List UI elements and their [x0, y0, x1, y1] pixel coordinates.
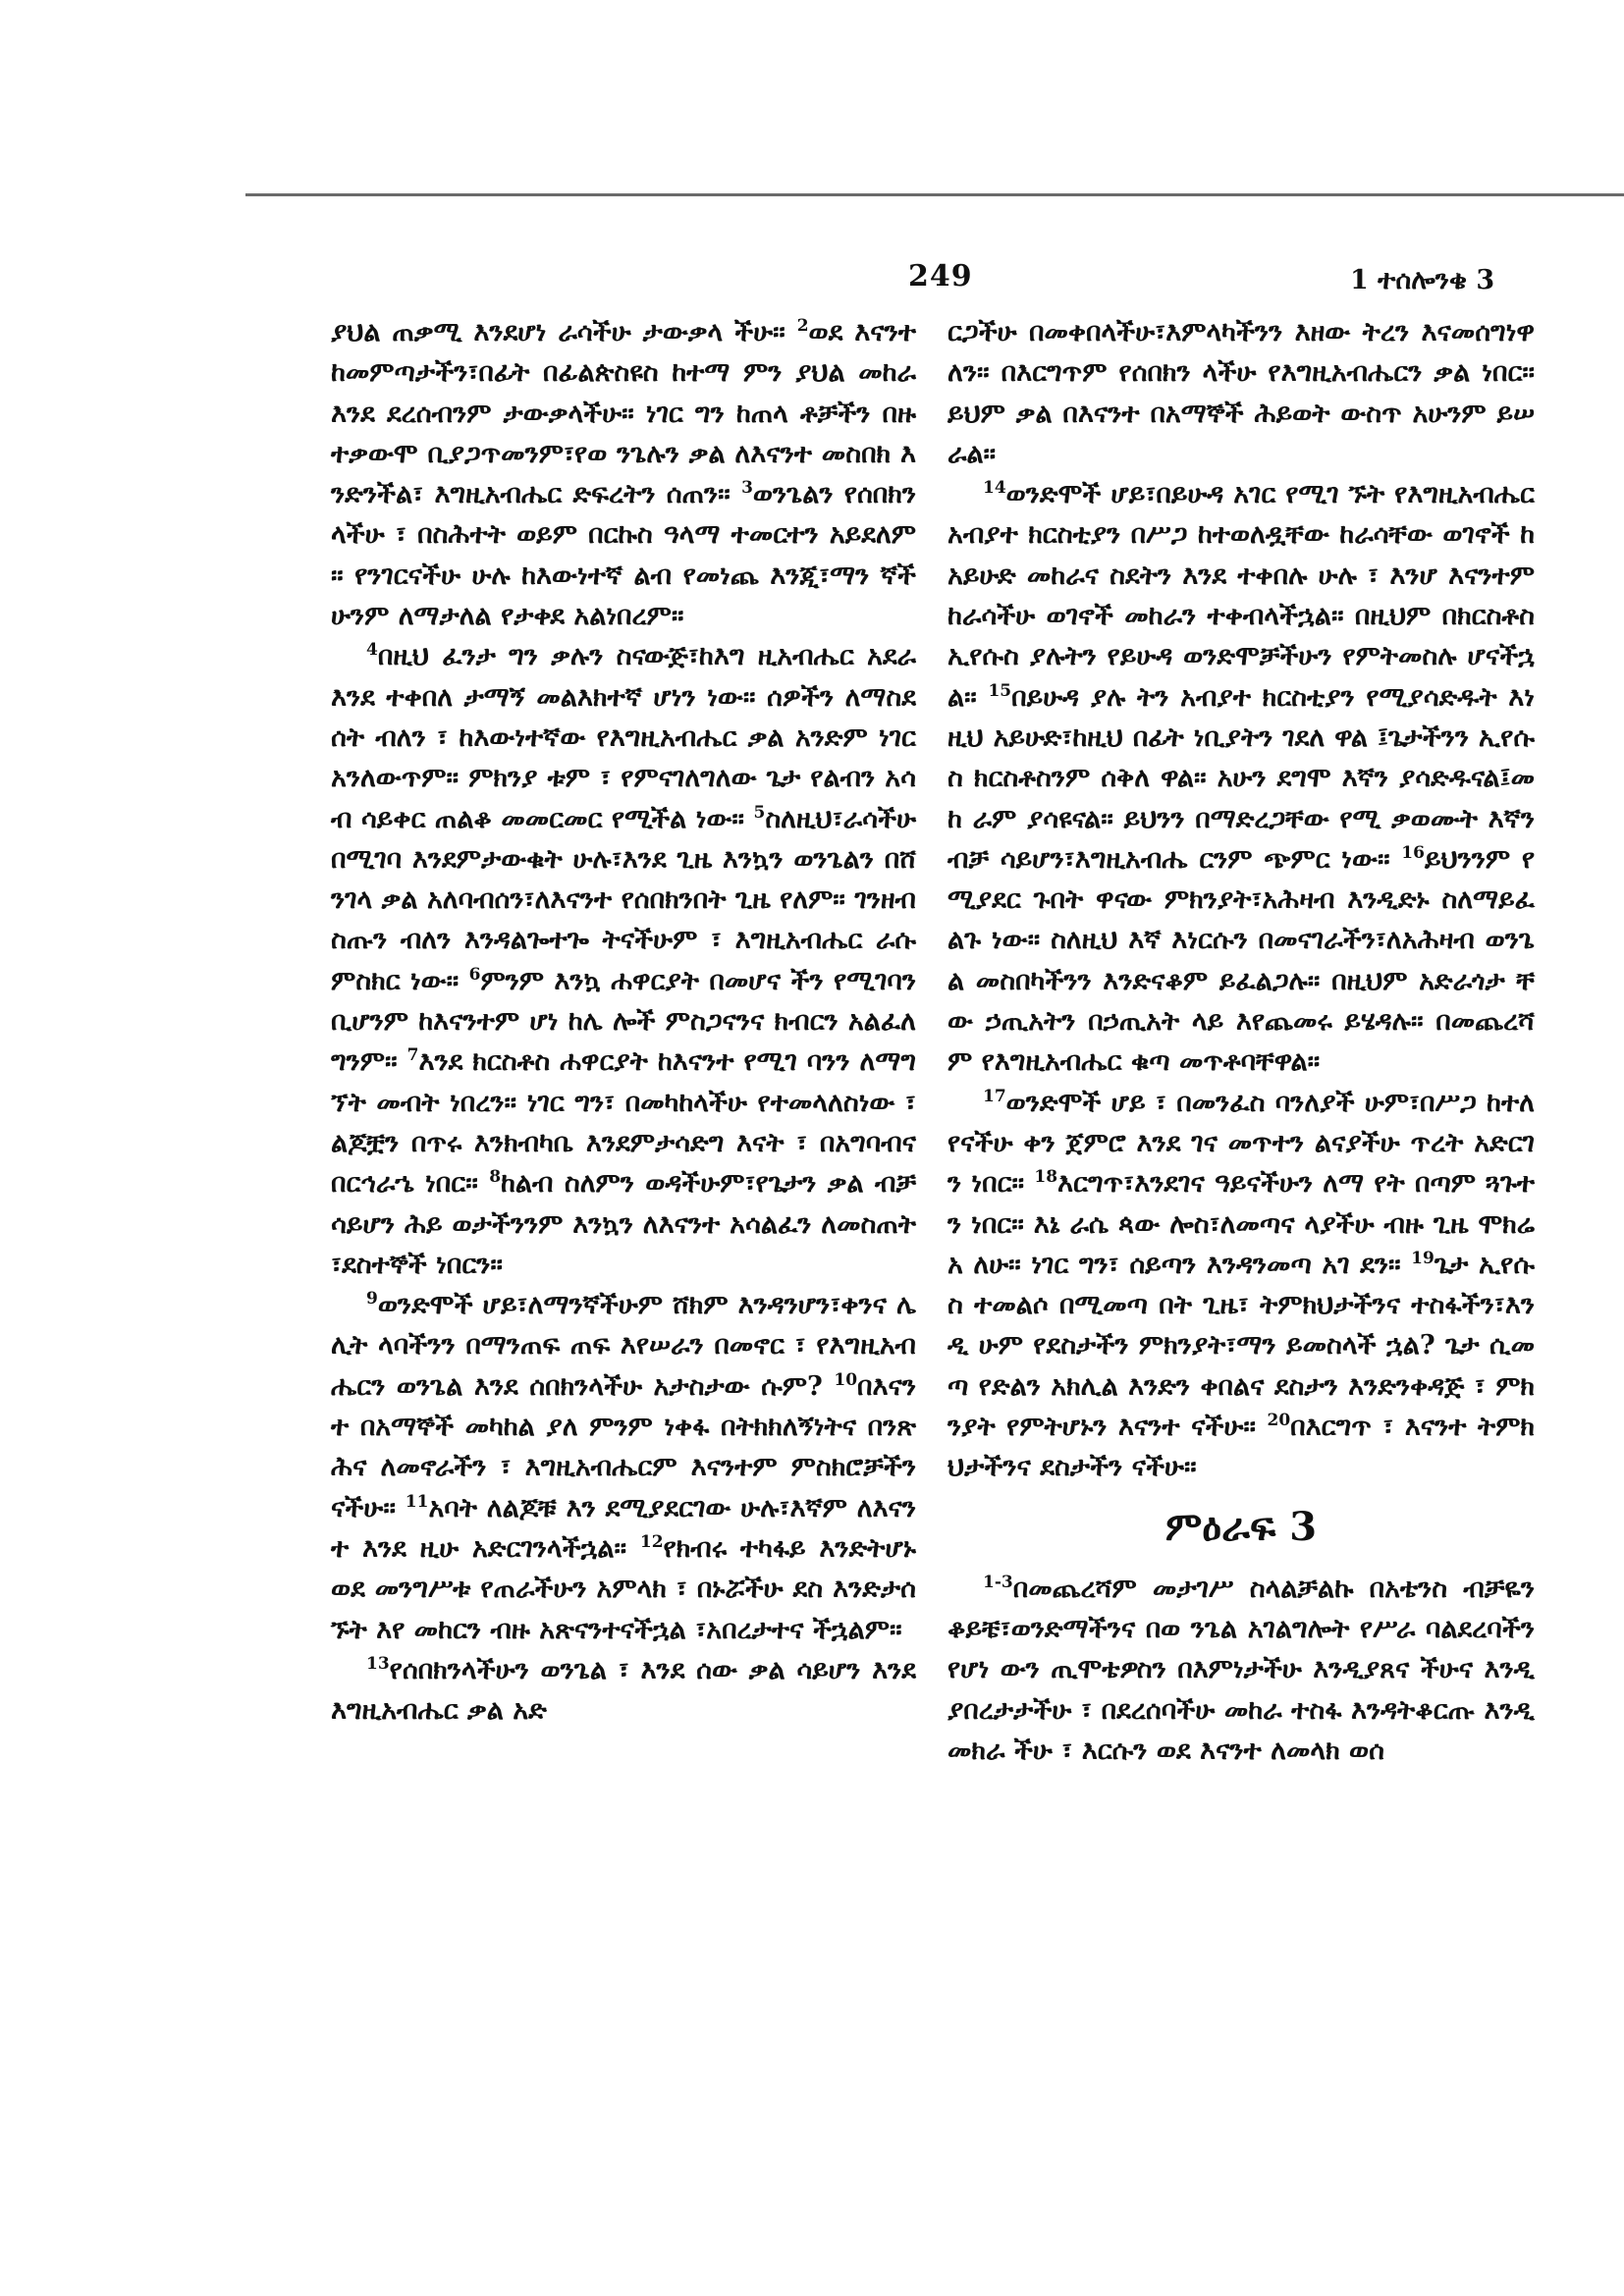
verse-text: በእርግጥ ፣ እናንተ ትምክህታችንና ደስታችን ናችሁ። [947, 1412, 1535, 1483]
verse-paragraph [331, 1650, 916, 1732]
verse-paragraph [947, 474, 1535, 1082]
verse-number: 3 [741, 478, 753, 499]
verse-text: ወንድሞች ሆይ ፣ በመንፈስ ባንለያች ሁም፣በሥጋ ከተለየናችሁ ቀን ጀምሮ እንደ ገና መጥተን ልናያችሁ ጥረት አድርገን ነበር። [947, 1087, 1535, 1200]
verse-number: 14 [983, 478, 1006, 499]
verse-number: 10 [834, 1369, 858, 1390]
verse-number: 17 [983, 1086, 1006, 1106]
verse-text: በዚህ ፈንታ ግን ቃሉን ስናውጅ፣ከእግ ዚአብሔር አደራ እንደ ተቀበለ ታማኝ መልእክተኛ ሆነን ነው። ሰዎችን ለማስደ ሰት ብለን ፣ ከእውነተኛው የእግዚአብሔር ቃል አንድም ነገር አንለውጥም። ምክንያ ቱም ፣ የምናገለግለው ጌታ የልብን አሳብ ሳይቀር ጠልቆ መመርመር የሚችል ነው። [331, 641, 916, 834]
verse-text: የክብሩ ተካፋይ እንድትሆኑ ወደ መንግሥቱ የጠራችሁን አምላክ ፣ በኑሯችሁ ደስ እንድታሰኙት እየ መከርን ብዙ አጽናንተናችኋል ፣አበረታተና ችኋልም። [331, 1532, 917, 1645]
verse-text: አባት ለልጆቹ እን ደሚያደርገው ሁሉ፣እኛም ለእናንተ እንደ ዚሁ አድርገንላችኋል። [331, 1492, 916, 1564]
verse-text: ያህል ጠቃሚ እንደሆነ ራሳችሁ ታውቃላ ችሁ። [331, 317, 797, 347]
verse-number: 11 [405, 1491, 429, 1512]
verse-paragraph [947, 312, 1535, 474]
verse-text: በመጨረሻም መታገሥ ስላልቻልኩ በአቴንስ ብቻዬን ቆይቼ፣ወንድማችንና በወ ንጌል አገልግሎት የሥራ ባልደረባችን የሆነ ውን ጢሞቴዎስን በእምነታችሁ እንዲያጸና ችሁና እንዲያበረታታችሁ ፣ በደረሰባችሁ መከራ ተስፋ እንዳትቆርጡ እንዲመክራ ችሁ ፣ እርሱን ወደ እናንተ ለመላክ ወሰ [947, 1573, 1535, 1766]
verse-number: 6 [468, 964, 481, 985]
verse-text: ስለዚህ፣ራሳችሁ በሚገባ እንደምታውቁት ሁሉ፣እንደ ጊዜ እንኳን ወንጌልን በሸንገላ ቃል አለባብሰን፣ለእናንተ የሰበክንበት ጊዜ የለም። ገንዘብ ስጡን ብለን እንዳልጐተጐ ትናችሁም ፣ እግዚአብሔር ራሱ ምስክር ነው። [331, 803, 917, 996]
verse-number: 15 [988, 680, 1012, 701]
verse-number: 8 [489, 1167, 502, 1188]
verse-text: ጌታ ኢየሱስ ተመልሶ በሚመጣ በት ጊዜ፣ ትምክህታችንና ተስፋችን፣እንዲ ሁም የደስታችን ምክንያት፣ማን ይመስላች ኋል? ጌታ ሲመጣ የድልን አክሊል እንድን ቀበልና ደስታን እንድንቀዳጅ ፣ ምክንያት የምትሆኑን እናንተ ናችሁ። [947, 1249, 1536, 1443]
verse-number: 7 [406, 1045, 419, 1066]
verse-text: በይሁዳ ያሉ ትን አብያተ ክርስቲያን የሚያሳድዱት እነ ዚህ አይሁድ፣ከዚህ በፊት ነቢያትን ገደለ ዋል ፤ጌታችንን ኢየሱስ ክርስቶስንም ሰቅለ ዋል። አሁን ደግሞ እኛን ያሳድዱናል፤መከ ራም ያሳዩናል። ይህንን በማድረጋቸው የሚ ቃወሙት እኛን ብቻ ሳይሆን፣እግዚአብሔ ርንም ጭምር ነው። [947, 681, 1535, 875]
verse-text: ወደ እናንተ ከመምጣታችን፣በፊት በፊልጵስዩስ ከተማ ምን ያህል መከራ እንደ ደረሰብንም ታውቃላችሁ። ነገር ግን ከጠላ ቶቻችን በዙ ተቃውሞ ቢያጋጥመንም፣የወ ንጌሉን ቃል ለእናንተ መስበክ እንድንችል፣ እግዚአብሔር ድፍረትን ሰጠን። [331, 317, 916, 510]
verse-paragraph [331, 312, 916, 636]
right-column [947, 312, 1535, 1771]
verse-number: 13 [366, 1653, 390, 1674]
verse-paragraph [331, 1285, 916, 1650]
verse-number: 4 [366, 640, 378, 661]
verse-number: 2 [796, 316, 809, 336]
page-number: 249 [908, 259, 973, 294]
verse-paragraph [947, 1569, 1535, 1771]
verse-text: ከልብ ስለምን ወዳችሁም፣የጌታን ቃል ብቻ ሳይሆን ሕይ ወታችንንም እንኳን ለእናንተ አሳልፈን ለመስጠት፣ደስተኞች ነበርን። [331, 1168, 916, 1280]
verse-text: ወንጌልን የሰበክንላችሁ ፣ በስሕተት ወይም በርኩስ ዓላማ ተመርተን አይደለም። የንገርናችሁ ሁሉ ከእውነተኛ ልብ የመነጨ እንጂ፣ማን ኛችሁንም ለማታለል የታቀደ አልነበረም። [331, 479, 917, 632]
verse-number: 9 [366, 1289, 378, 1309]
verse-number: 19 [1411, 1248, 1435, 1268]
verse-text: በእናንተ በአማኞች መካከል ያለ ምንም ነቀፋ በትክክለኝነትና በንጽሕና ለመኖራችን ፣ እግዚአብሔርም እናንተም ምስክሮቻችን ናችሁ። [331, 1370, 916, 1523]
verse-number: 5 [753, 802, 766, 823]
left-column [331, 312, 916, 1731]
verse-text: የሰበክንላችሁን ወንጌል ፣ እንደ ሰው ቃል ሳይሆን እንደ እግዚአብሔር ቃል አድ [331, 1654, 916, 1727]
running-header: 1 ተሰሎንቄ 3 [1350, 265, 1495, 295]
verse-paragraph [331, 636, 916, 1285]
verse-text: ይህንንም የሚያደር ጉበት ዋናው ምክንያት፣አሕዛብ እንዲድኑ ስለማይፈልጉ ነው። ስለዚህ እኛ እነርሱን በመናገራችን፣ለአሕዛብ ወንጌል መስበካችንን እንድናቆም ይፈልጋሉ። በዚህም አድራጎታ ቸው ኃጢአትን በኃጢአት ላይ እየጨመሩ ይሄዳሉ። በመጨረሻም የእግዚአብሔር ቁጣ መጥቶባቸዋል። [947, 843, 1536, 1078]
verse-number: 18 [1034, 1167, 1058, 1188]
verse-number: 1-3 [983, 1572, 1013, 1592]
verse-text: ምንም እንኳ ሐዋርያት በመሆና ችን የሚገባን ቢሆንም ከእናንተም ሆነ ከሌ ሎች ምስጋናንና ክብርን አልፈለግንም። [331, 965, 916, 1078]
verse-text: ወንድሞች ሆይ፣ለማንኛችሁም ሸክም እንዳንሆን፣ቀንና ሌሊት ላባችንን በማንጠፍ ጠፍ እየሠራን በመኖር ፣ የእግዚአብሔርን ወንጌል እንደ ሰበክንላችሁ አታስታው ሱም? [331, 1290, 916, 1402]
verse-number: 20 [1267, 1411, 1291, 1431]
verse-number: 16 [1401, 842, 1425, 863]
verse-text: ወንድሞች ሆይ፣በይሁዳ አገር የሚገ ኙት የእግዚአብሔር አብያተ ክርስቲያን በሥጋ ከተወለዷቸው ከራሳቸው ወገኖች ከአይሁድ መከራና ስደትን እንደ ተቀበሉ ሁሉ ፣ እንሆ እናንተም ከራሳችሁ ወገኖች መከራን ተቀብላችኋል። በዚህም በክርስቶስ ኢየሱስ ያሉትን የይሁዳ ወንድሞቻችሁን የምትመስሉ ሆናችኋል። [947, 479, 1535, 713]
verse-number: 12 [639, 1531, 664, 1552]
verse-text: እርግጥ፣እንደገና ዓይናችሁን ለማ የት በጣም ጓጉተን ነበር። እኔ ራሴ ጳው ሎስ፣ለመጣና ላያችሁ ብዙ ጊዜ ሞክሬአ ለሁ። ነገር ግን፣ ሰይጣን እንዳንመጣ አገ ደን። [947, 1168, 1535, 1280]
verse-text: እንደ ክርስቶስ ሐዋርያት ከእናንተ የሚገ ባንን ለማግኘት መብት ነበረን። ነገር ግን፣ በመካከላችሁ የተመላለስነው ፣ ልጆቿን በጥሩ እንክብካቤ እንደምታሳድግ እናት ፣ በአግባብና በርኅራኄ ነበር። [331, 1046, 916, 1200]
verse-paragraph [947, 1083, 1535, 1488]
top-rule [245, 193, 1624, 196]
chapter-heading: ምዕራፍ 3 [1164, 1503, 1318, 1550]
verse-text: ርጋችሁ በመቀበላችሁ፣እምላካችንን እዘው ትረን እናመሰግነዋለን። በእርግጥም የሰበክን ላችሁ የእግዚአብሔርን ቃል ነበር። ይህም ቃል በእናንተ በአማኞች ሕይወት ውስጥ አሁንም ይሠራል። [947, 317, 1535, 469]
